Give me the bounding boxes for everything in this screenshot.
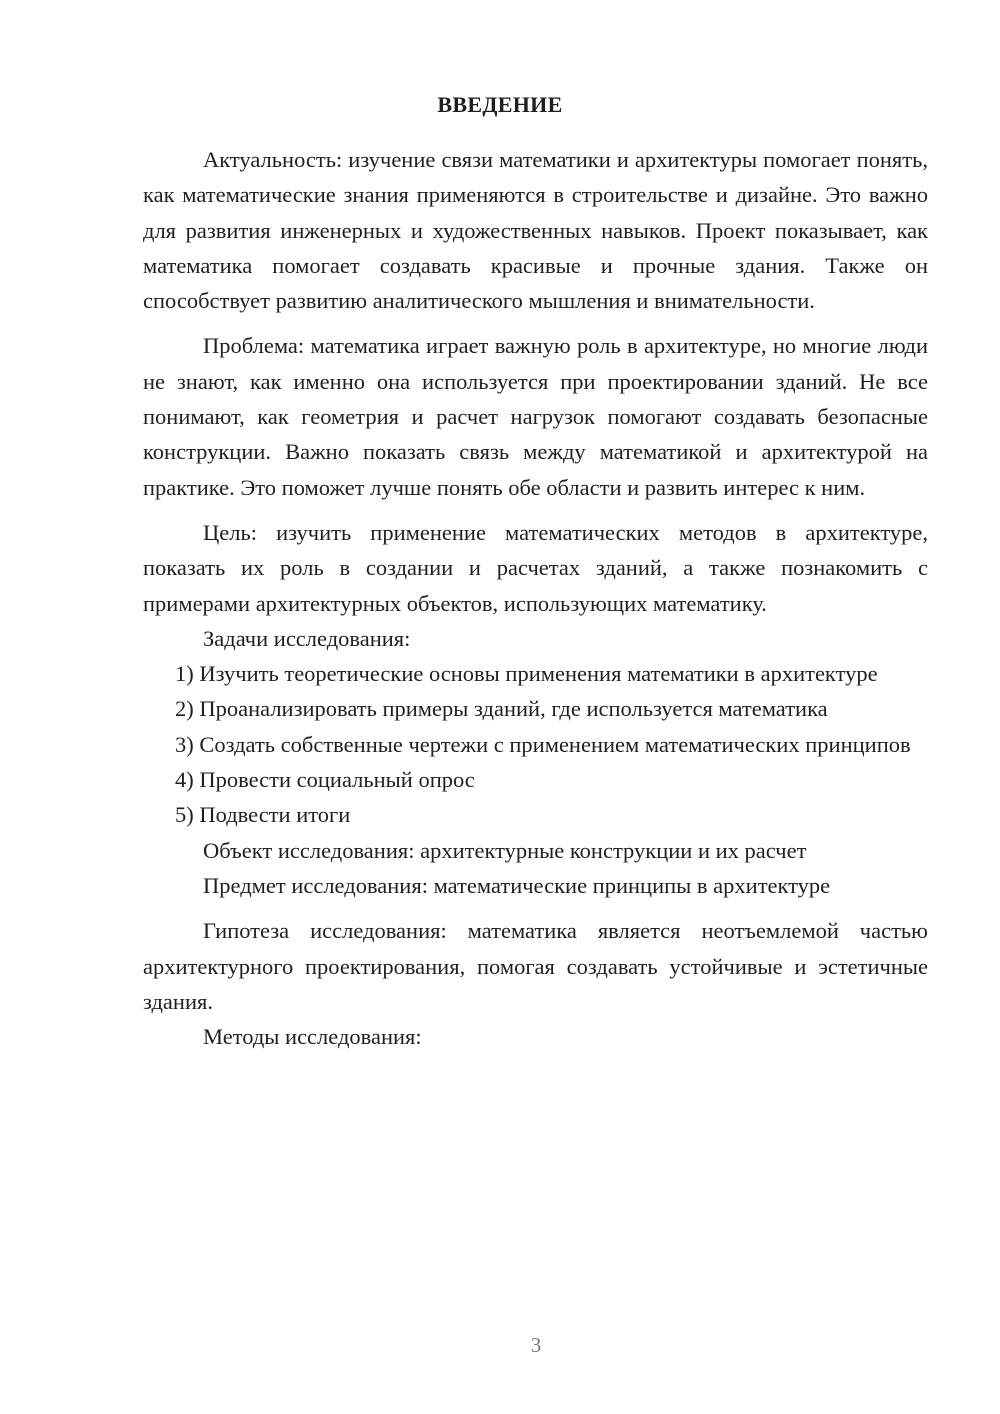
relevance-paragraph: Актуальность: изучение связи математики и архитектуры помогает понять, как математические знания применяются в строительстве и дизайне. Это важно для развития инженерных и художественных навыков. Проект показывает, как математика помогает создавать красивые и прочные здания. Также он способствует развитию аналитического мышления и внимательности. [143,147,928,314]
object-paragraph: Объект исследования: архитектурные конструкции и их расчет [203,837,807,863]
goal-paragraph: Цель: изучить применение математических методов в архитектуре, показать их роль в создании и расчетах зданий, а также познакомить с примерами архитектурных объектов, использующих математику. [143,519,928,616]
task-item-5: 5) Подвести итоги [175,802,351,828]
task-item-4: 4) Провести социальный опрос [175,767,475,793]
tasks-heading: Задачи исследования: [203,625,411,651]
methods-heading: Методы исследования: [203,1024,422,1050]
task-item-3: 3) Создать собственные чертежи с применением математических принципов [175,731,911,757]
section-title: ВВЕДЕНИЕ [437,92,563,117]
hypothesis-paragraph: Гипотеза исследования: математика является неотъемлемой частью архитектурного проектирования, помогая создавать устойчивые и эстетичные здания. [143,918,928,1014]
task-item-2: 2) Проанализировать примеры зданий, где используется математика [175,696,828,722]
subject-paragraph: Предмет исследования: математические принципы в архитектуре [203,872,831,898]
task-item-1: 1) Изучить теоретические основы применения математики в архитектуре [175,661,878,687]
problem-paragraph: Проблема: математика играет важную роль в архитектуре, но многие люди не знают, как именно она используется при проектировании зданий. Не все понимают, как геометрия и расчет нагрузок помогают создавать безопасные конструкции. Важно показать связь между математикой и архитектурой на практике. Это поможет лучше понять обе области и развить интерес к ним. [143,333,928,500]
body-text [143,142,928,1054]
page-number: 3 [530,1333,542,1357]
